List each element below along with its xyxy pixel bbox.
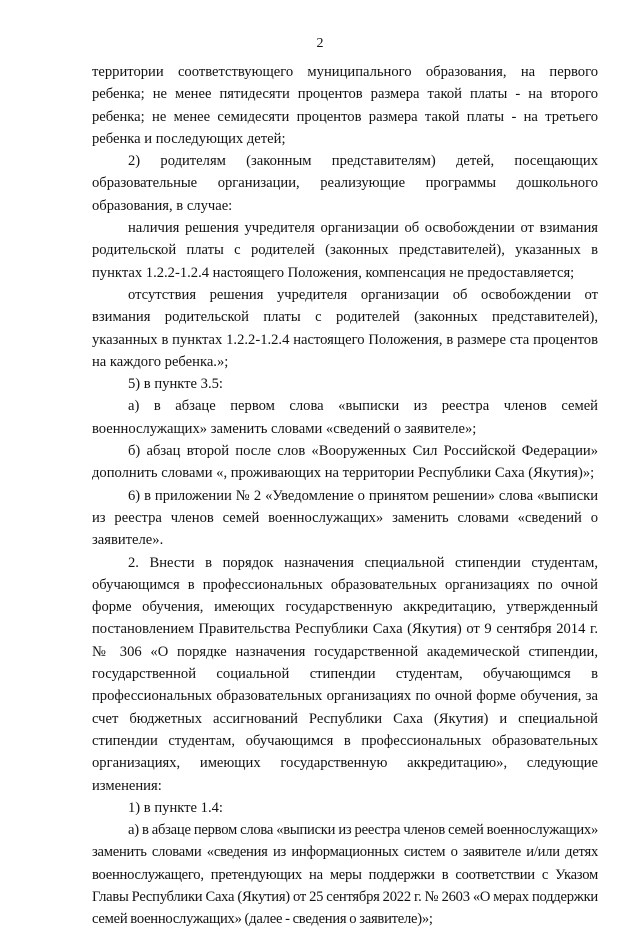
paragraph: 1) в пункте 1.4:	[128, 799, 223, 816]
paragraph: 5) в пункте 3.5:	[128, 376, 223, 393]
paragraph: б) абзац второй после слов «Вооруженных Сил Российской Федерации» дополнить словами «, проживающих на территории Республики Саха (Якутия)»;	[92, 443, 598, 482]
paragraph: 6) в приложении № 2 «Уведомление о принятом решении» слова «выписки из реестра членов семей военнослужащих» заменить словами «сведений о заявителе».	[92, 487, 598, 549]
paragraph: отсутствия решения учредителя организации об освобождении от взимания родительской платы с родителей (законных представителей), указанных в пунктах 1.2.2-1.2.4 настоящего Положения, в размере ста процентов на каждого ребенка.»;	[92, 286, 598, 370]
paragraph: 2) родителям (законным представителям) детей, посещающих образовательные организации, реализующие программы дошкольного образования, в случае:	[92, 153, 598, 214]
paragraph: территории соответствующего муниципального образования, на первого ребенка; не менее пятидесяти процентов размера такой платы - на второго ребенка; не менее семидесяти процентов размера такой платы - на третьего ребенка и последующих детей;	[92, 64, 598, 147]
paragraph: а) в абзаце первом слова «выписки из реестра членов семей военнослужащих» заменить словами «сведения из информационных систем о заявителе и/или детях военнослужащего, претендующих на меры поддержки в соответствии с Указом Главы Республики Саха (Якутия) от 25 сентября 2022 г. № 2603 «О мерах поддержки семей военнослужащих» (далее - сведения о заявителе)»;	[92, 822, 598, 928]
paragraph: 2. Внести в порядок назначения специальной стипендии студентам, обучающимся в профессиональных образовательных организациях по очной форме обучения, имеющих государственную аккредитацию, утвержденный постановлением Правительства Республики Саха (Якутия) от 9 сентября 2014 г. № 306 «О порядке назначения государственной академической стипендии, государственной социальной стипендии студентам, обучающимся в профессиональных образовательных организациях по очной форме обучения, за счет бюджетных ассигнований Республики Саха (Якутия) и специальной стипендии студентам, обучающимся в профессиональных образовательных организациях, имеющих государственную аккредитацию», следующие изменения:	[92, 554, 598, 794]
page-number: 2	[316, 36, 324, 51]
paragraph: наличия решения учредителя организации об освобождении от взимания родительской платы с родителей (законных представителей), указанных в пунктах 1.2.2-1.2.4 настоящего Положения, компенсация не предоставляется;	[92, 220, 598, 281]
document-body	[92, 61, 598, 931]
paragraph: а) в абзаце первом слова «выписки из реестра членов семей военнослужащих» заменить словами «сведений о заявителе»;	[92, 398, 598, 437]
